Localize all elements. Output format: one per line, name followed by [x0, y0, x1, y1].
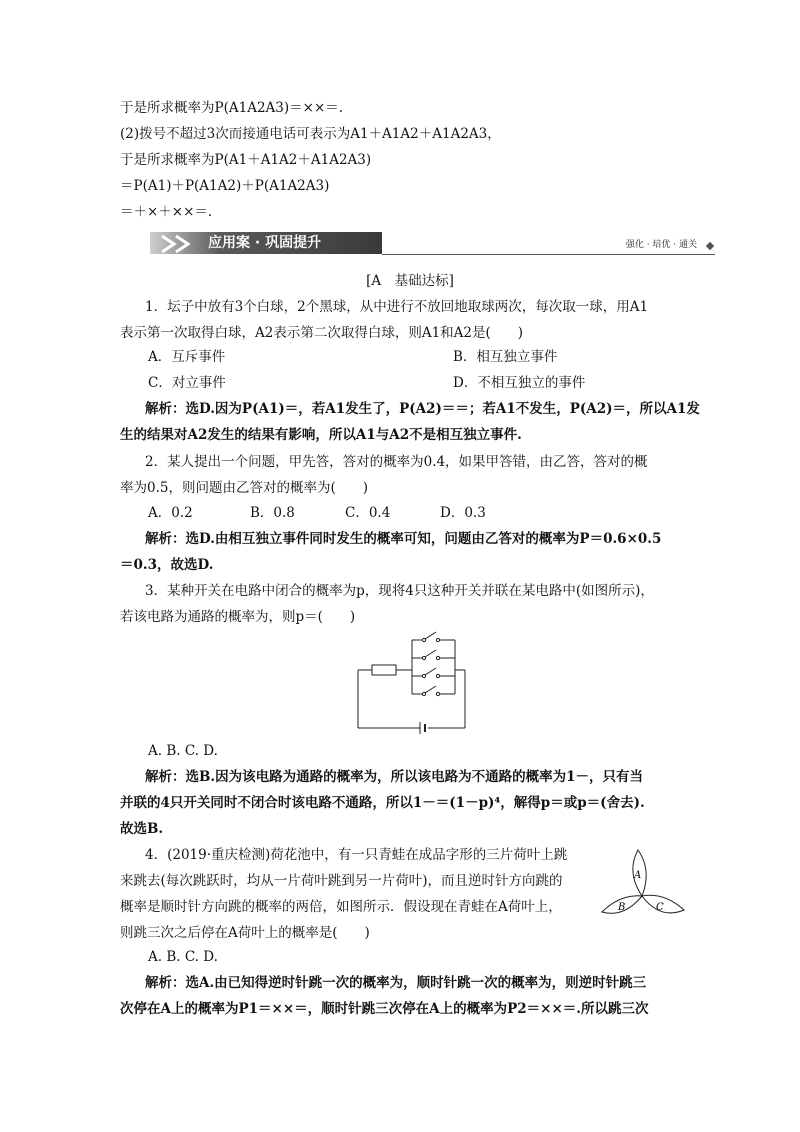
question-stem: 2．某人提出一个问题，甲先答，答对的概率为0.4，如果甲答错，由乙答，答对的概 [145, 454, 648, 470]
double-chevron-icon [158, 234, 202, 254]
question-stem: 1．坛子中放有3个白球，2个黑球，从中进行不放回地取球两次，每次取一球，用A1 [145, 299, 649, 315]
answer-explanation: 生的结果对A2发生的结果有影响，所以A1与A2不是相互独立事件. [120, 427, 522, 443]
circuit-diagram [350, 628, 480, 738]
question-stem: 4．(2019·重庆检测)荷花池中，有一只青蛙在成品字形的三片荷叶上跳 [145, 847, 568, 863]
answer-explanation: 解析：选B.因为该电路为通路的概率为，所以该电路为不通路的概率为1－，只有当 [145, 769, 644, 785]
option-b: B．相互独立事件 [453, 349, 558, 365]
option-a: A．0.2 [148, 505, 193, 521]
option-c: C．对立事件 [148, 375, 226, 391]
question-stem: 表示第一次取得白球，A2表示第二次取得白球，则A1和A2是( ) [120, 325, 524, 341]
answer-explanation: ＝0.3，故选D. [120, 557, 214, 573]
option-d: D．0.3 [440, 505, 486, 521]
solution-line: (2)拨号不超过3次而接通电话可表示为A1＋A1A2＋A1A2A3， [120, 126, 501, 142]
banner-divider [382, 254, 715, 255]
answer-explanation: 解析：选D.由相互独立事件同时发生的概率可知，问题由乙答对的概率为P＝0.6×0.5 [145, 531, 662, 547]
question-stem: 率为0.5，则问题由乙答对的概率为( ) [120, 480, 369, 496]
diamond-icon [706, 242, 714, 250]
option-c: C．0.4 [345, 505, 391, 521]
banner-title: 应用案 · 巩固提升 [208, 235, 322, 251]
question-stem: 来跳去(每次跳跃时，均从一片荷叶跳到另一片荷叶)，而且逆时针方向跳的 [120, 873, 563, 889]
options-line: A. B. C. D. [148, 743, 218, 759]
question-stem: 若该电路为通路的概率为，则p＝( ) [120, 609, 356, 625]
answer-explanation: 解析：选A.由已知得逆时针跳一次的概率为，顺时针跳一次的概率为，则逆时针跳三 [145, 975, 647, 991]
section-banner [150, 230, 715, 258]
leaf-b-label: B [618, 902, 626, 913]
question-stem: 则跳三次之后停在A荷叶上的概率是( ) [120, 925, 370, 941]
answer-explanation: 故选B. [120, 821, 164, 837]
options-line: A. B. C. D. [148, 949, 218, 965]
solution-line: 于是所求概率为P(A1＋A1A2＋A1A2A3) [120, 152, 372, 168]
question-stem: 3．某种开关在电路中闭合的概率为p，现将4只这种开关并联在某电路中(如图所示)， [145, 583, 654, 599]
banner-tagline: 强化 · 培优 · 通关 [625, 240, 697, 250]
leaf-c-label: C [656, 902, 664, 913]
answer-explanation: 次停在A上的概率为P1＝××＝，顺时针跳三次停在A上的概率为P2＝××＝.所以跳三次 [120, 1001, 649, 1017]
section-title: [A 基础达标] [366, 273, 454, 289]
option-d: D．不相互独立的事件 [453, 375, 586, 391]
option-b: B．0.8 [250, 505, 295, 521]
leaf-a-label: A [634, 870, 642, 881]
solution-line: ＝P(A1)＋P(A1A2)＋P(A1A2A3) [120, 178, 330, 194]
solution-line: ＝＋×＋××＝. [120, 204, 213, 220]
lotus-leaves-diagram [598, 846, 688, 926]
answer-explanation: 并联的4只开关同时不闭合时该电路不通路，所以1－＝(1－p)⁴，解得p＝或p＝(舍去). [120, 795, 645, 811]
solution-line: 于是所求概率为P(A1A2A3)＝××＝. [120, 100, 344, 116]
answer-explanation: 解析：选D.因为P(A1)＝，若A1发生了，P(A2)＝＝；若A1不发生，P(A2)＝，所以A1发 [145, 401, 700, 417]
option-a: A．互斥事件 [148, 349, 226, 365]
question-stem: 概率是顺时针方向跳的概率的两倍，如图所示．假设现在青蛙在A荷叶上， [120, 899, 562, 915]
